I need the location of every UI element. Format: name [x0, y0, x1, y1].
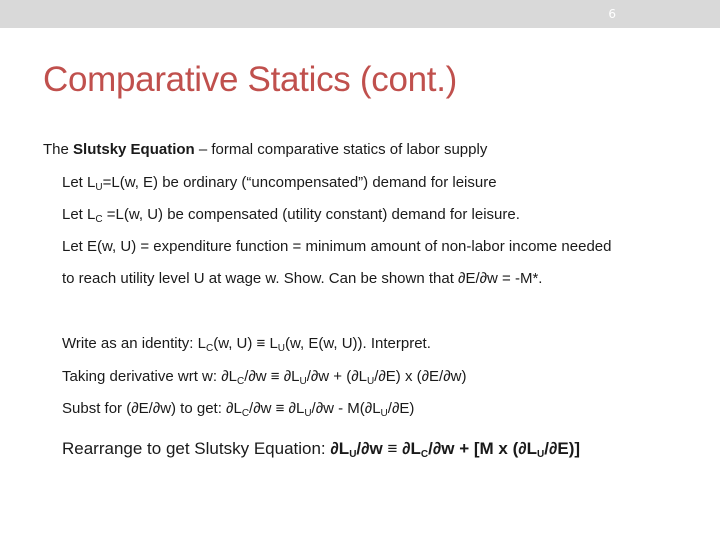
text-segment: /∂E) x (∂E/∂w) [374, 368, 467, 385]
subscript: U [366, 376, 375, 387]
subscript: C [95, 214, 103, 225]
subscript: U [349, 449, 357, 460]
intro-rest: – formal comparative statics of labor supply [194, 141, 488, 158]
text-segment: (w, E(w, U)). Interpret. [285, 335, 431, 352]
subscript: U [299, 376, 307, 387]
subscript: C [236, 376, 245, 387]
subscript: U [380, 408, 388, 419]
text-segment: Let L [62, 174, 96, 191]
text-segment: ∂L [330, 439, 350, 458]
slide-title: Comparative Statics (cont.) [43, 60, 457, 99]
slide-header-bar [0, 0, 720, 28]
page-number: 6 [608, 7, 616, 21]
text-segment: Rearrange to get Slutsky Equation: [62, 439, 331, 458]
text-segment: /∂w ≡ ∂L [244, 368, 300, 385]
text-segment: Taking derivative wrt w: ∂L [62, 368, 237, 385]
text-segment: /∂w ≡ ∂L [356, 439, 421, 458]
text-segment: /∂w - M(∂L [311, 400, 381, 417]
subscript: C [241, 408, 250, 419]
text-segment: /∂E) [387, 400, 415, 417]
line-identity [62, 335, 431, 352]
subscript: U [95, 182, 103, 193]
subscript: C [420, 449, 429, 460]
subscript: U [304, 408, 312, 419]
line-rearrange [62, 439, 580, 459]
line-ordinary-demand [62, 174, 497, 191]
text-segment: =L(w, E) be ordinary (“uncompensated”) demand for leisure [102, 174, 497, 191]
text-segment: /∂w ≡ ∂L [249, 400, 305, 417]
text-segment: /∂E)] [544, 439, 581, 458]
intro-line [43, 141, 487, 158]
text-segment: Write as an identity: L [62, 335, 206, 352]
text-segment: /∂w + [M x (∂L [428, 439, 538, 458]
subscript: U [277, 343, 286, 354]
line-expenditure-2: to reach utility level U at wage w. Show. Can be shown that ∂E/∂w = -M*. [62, 270, 543, 287]
text-segment: =L(w, U) be compensated (utility constant) demand for leisure. [102, 206, 520, 223]
text-segment: /∂w + (∂L [306, 368, 367, 385]
intro-bold-term: Slutsky Equation [73, 141, 195, 158]
line-derivative [62, 368, 466, 385]
intro-lead: The [43, 141, 74, 158]
line-expenditure-1: Let E(w, U) = expenditure function = minimum amount of non-labor income needed [62, 238, 612, 255]
line-substitution [62, 400, 414, 417]
subscript: C [205, 343, 214, 354]
subscript: U [537, 449, 545, 460]
text-segment: Subst for (∂E/∂w) to get: ∂L [62, 400, 242, 417]
text-segment: Let L [62, 206, 96, 223]
slutsky-equation [330, 439, 580, 458]
text-segment: (w, U) ≡ L [213, 335, 278, 352]
line-compensated-demand [62, 206, 520, 223]
